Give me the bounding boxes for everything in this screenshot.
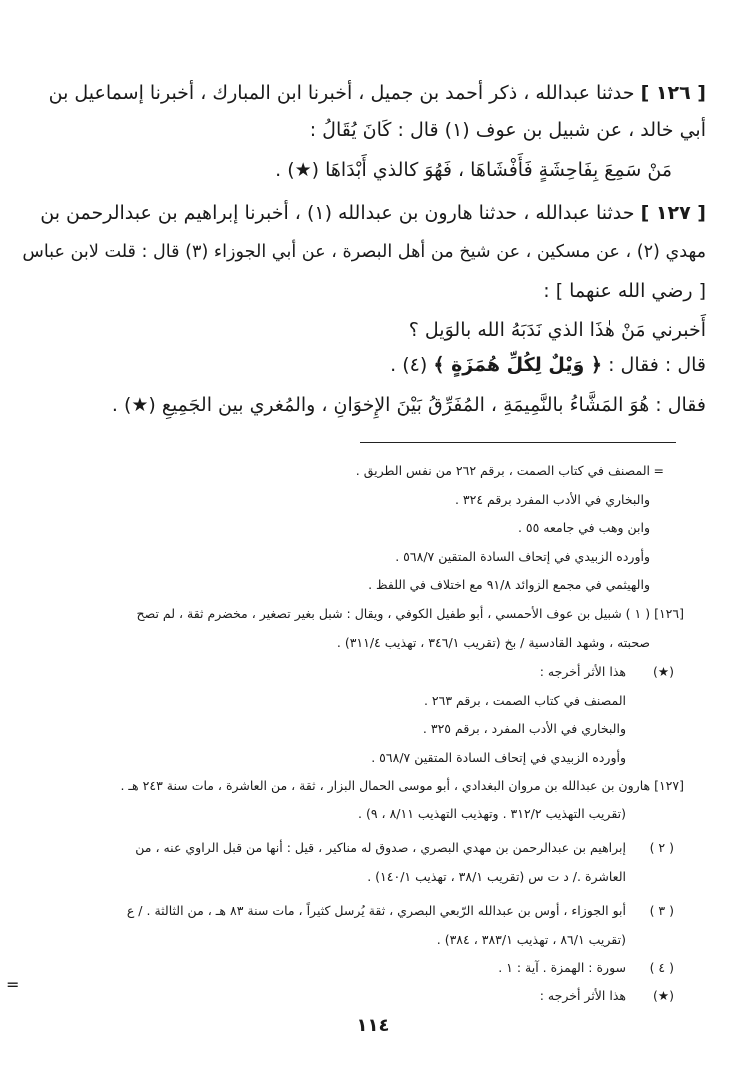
hadith-127-answer: قال : فقال : ﴿ وَيْلٌ لِكُلِّ هُمَزَةٍ ﴾ (٤) .: [390, 354, 706, 376]
footnote-continuation-mark: =: [653, 463, 664, 478]
footnote-continuation-5: والهيثمي في مجمع الزوائد ٩١/٨ مع اختلاف في اللفظ .: [368, 577, 650, 592]
footnote-126-star-line-2: المصنف في كتاب الصمت ، برقم ٢٦٣ .: [423, 693, 626, 708]
hadith-127-number: [ ١٢٧ ]: [640, 202, 706, 224]
footnote-continuation-4: وأورده الزبيدي في إتحاف السادة المتقين ٥٦٨/٧ .: [395, 549, 650, 564]
footnote-127-4-mark: ( ٤ ): [649, 960, 674, 975]
hadith-127-line-2: مهدي (٢) ، عن مسكين ، عن شيخ من أهل البصرة ، عن أبي الجوزاء (٣) قال : قلت لابن عباس: [22, 242, 706, 262]
footnote-127-3-line-1: أبو الجوزاء ، أوس بن عبدالله الرّبعي البصري ، ثقة يُرسل كثيراً ، مات سنة ٨٣ هـ ، من الثالثة . / ع: [126, 903, 626, 918]
hadith-127-question: أَخبرني مَنْ هٰذَا الذي نَدَبَهُ الله بالوَيل ؟: [408, 319, 706, 341]
footnote-127-2-line-1: إبراهيم بن عبدالرحمن بن مهدي البصري ، صدوق له مناكير ، قيل : أنها من قبل الراوي عنه ، من: [135, 840, 626, 855]
footnote-127-2-line-2: العاشرة ./ د ت س (تقريب ٣٨/١ ، تهذيب ١٤٠/١) .: [367, 869, 626, 884]
hadith-127-line-1: [ ١٢٧ ] حدثنا عبدالله ، حدثنا هارون بن عبدالله (١) ، أخبرنا إبراهيم بن عبدالرحمن بن: [40, 202, 706, 224]
hadith-127-closing: فقال : هُوَ المَشَّاءُ بالنَّمِيمَةِ ، المُفَرِّقُ بَيْنَ الإِخوَانِ ، والمُغري بين الجَمِيعِ (★) .: [111, 394, 706, 416]
footnote-126-1-line-2: صحبته ، وشهد القادسية / بخ (تقريب ٣٤٦/١ ، تهذيب ٣١١/٤) .: [336, 635, 650, 650]
page-number: ١١٤: [356, 1015, 390, 1036]
footnote-127-star-mark: (★): [653, 988, 674, 1003]
hadith-127-line-3: [ رضي الله عنهما ] :: [543, 280, 706, 302]
footnote-127-4-text: سورة : الهمزة . آية : ١ .: [498, 960, 626, 975]
footnote-continuation-3: وابن وهب في جامعه ٥٥ .: [517, 520, 650, 535]
footnote-127-2-mark: ( ٢ ): [649, 840, 674, 855]
footnote-continuation-2: والبخاري في الأدب المفرد برقم ٣٢٤ .: [454, 492, 650, 507]
footnote-126-star-mark: (★): [653, 664, 674, 679]
footnote-126-star-line-1: هذا الأثر أخرجه :: [539, 664, 626, 679]
footnote-continuation-1: المصنف في كتاب الصمت ، برقم ٢٦٢ من نفس الطريق .: [355, 463, 650, 478]
footnote-127-1-line-2: (تقريب التهذيب ٣١٢/٢ . وتهذيب التهذيب ٨/١١ ، ٩) .: [358, 806, 626, 821]
footnote-126-star-line-4: وأورده الزبيدي في إتحاف السادة المتقين ٥٦٨/٧ .: [371, 750, 626, 765]
footnote-divider: [360, 442, 676, 443]
footnote-126-star-line-3: والبخاري في الأدب المفرد ، برقم ٣٢٥ .: [422, 721, 626, 736]
footnote-127-3-line-2: (تقريب ٨٦/١ ، تهذيب ٣٨٣/١ ، ٣٨٤) .: [436, 932, 626, 947]
hadith-126-saying: مَنْ سَمِعَ بِفَاحِشَةٍ فَأَفْشَاهَا ، فَهُوَ كالذي أَبْدَاهَا (★) .: [275, 159, 672, 181]
hadith-126-line-2: أبي خالد ، عن شبيل بن عوف (١) قال : كَانَ يُقَالُ :: [309, 119, 706, 141]
quran-verse: ﴿ وَيْلٌ لِكُلِّ هُمَزَةٍ ﴾: [433, 354, 603, 376]
footnote-127-3-mark: ( ٣ ): [649, 903, 674, 918]
footnote-126-1-line-1: [١٢٦] ( ١ ) شبيل بن عوف الأحمسي ، أبو طفيل الكوفي ، ويقال : شبل بغير تصغير ، مخضرم ثقة ، لم تصح: [136, 606, 684, 621]
footnote-127-star-text: هذا الأثر أخرجه :: [539, 988, 626, 1003]
hadith-126-line-1: [ ١٢٦ ] حدثنا عبدالله ، ذكر أحمد بن جميل ، أخبرنا ابن المبارك ، أخبرنا إسماعيل بن: [48, 82, 706, 104]
margin-continuation-mark: =: [6, 975, 20, 994]
hadith-126-number: [ ١٢٦ ]: [640, 82, 706, 104]
footnote-127-1-line-1: [١٢٧] هارون بن عبدالله بن مروان البغدادي ، أبو موسى الحمال البزار ، ثقة ، من العاشرة ، مات سنة ٢٤٣ هـ .: [120, 778, 684, 793]
